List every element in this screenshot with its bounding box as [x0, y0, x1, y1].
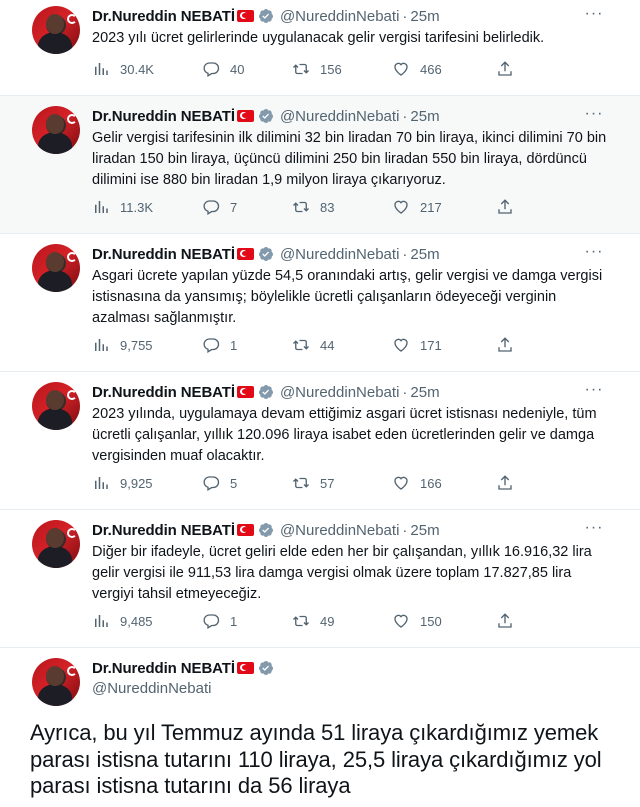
retweet-icon: [292, 198, 310, 216]
reply-count: 1: [230, 337, 238, 353]
tweet-actions: [92, 610, 532, 632]
more-icon[interactable]: ···: [584, 105, 604, 122]
focused-tweet[interactable]: [0, 648, 640, 807]
reply-count: 40: [230, 61, 245, 77]
tweet-text: Diğer bir ifadeyle, ücret geliri elde eden her bir çalışandan, yıllık 16.916,32 lira gelir vergisi ile 911,53 lira damga vergisi olmak üzere toplam 17.827,85 lira vergiyi tahsil etmeyeceğiz.: [92, 544, 592, 602]
author-name[interactable]: Dr.Nureddin NEBATİ: [92, 7, 235, 25]
author-handle[interactable]: @NureddinNebati: [279, 7, 400, 25]
share-button[interactable]: [496, 610, 524, 632]
author-handle[interactable]: @NureddinNebati: [92, 680, 212, 697]
retweet-icon: [292, 336, 310, 354]
reply-icon: [202, 198, 220, 216]
author-name[interactable]: Dr.Nureddin NEBATİ: [92, 383, 235, 401]
reply-icon: [202, 612, 220, 630]
like-count: 466: [420, 61, 442, 77]
author-handle[interactable]: @NureddinNebati: [279, 107, 400, 125]
reply-count: 1: [230, 613, 238, 629]
author-handle[interactable]: @NureddinNebati: [279, 521, 400, 539]
retweet-count: 44: [320, 337, 335, 353]
like-button[interactable]: [392, 472, 442, 494]
views-icon: [92, 60, 110, 78]
focused-tweet-text: Ayrıca, bu yıl Temmuz ayında 51 liraya çıkardığımız yemek parası istisna tutarını 110 liraya, 25,5 liraya çıkardığımız yol parası istisna tutarını da 56 liraya: [30, 720, 602, 798]
retweet-icon: [292, 612, 310, 630]
like-count: 171: [420, 337, 442, 353]
views-count: 30.4K: [120, 61, 154, 77]
views-count: 11.3K: [120, 199, 154, 215]
avatar[interactable]: [32, 658, 80, 706]
share-button[interactable]: [496, 334, 524, 356]
views-icon: [92, 198, 110, 216]
share-icon: [496, 198, 514, 216]
retweet-button[interactable]: [292, 610, 334, 632]
like-icon: [392, 612, 410, 630]
views-count: 9,485: [120, 613, 153, 629]
reply-count: 5: [230, 475, 238, 491]
author-name[interactable]: Dr.Nureddin NEBATİ: [92, 107, 235, 125]
tweet[interactable]: [0, 0, 640, 96]
avatar[interactable]: [32, 244, 80, 292]
tweet-header: [92, 382, 440, 402]
tweet-header: [92, 658, 274, 678]
reply-icon: [202, 60, 220, 78]
tweet[interactable]: [0, 510, 640, 648]
author-name[interactable]: Dr.Nureddin NEBATİ: [92, 659, 235, 677]
verified-badge-icon: [258, 384, 274, 400]
views-button[interactable]: [92, 472, 153, 494]
tweet[interactable]: [0, 372, 640, 510]
views-button[interactable]: [92, 610, 153, 632]
tweet-header: [92, 106, 440, 126]
turkey-flag-icon: [237, 110, 254, 122]
avatar[interactable]: [32, 382, 80, 430]
share-button[interactable]: [496, 58, 524, 80]
author-name[interactable]: Dr.Nureddin NEBATİ: [92, 245, 235, 263]
views-button[interactable]: [92, 334, 153, 356]
tweet-header: [92, 6, 440, 26]
turkey-flag-icon: [237, 524, 254, 536]
reply-button[interactable]: [202, 472, 237, 494]
views-count: 9,925: [120, 475, 153, 491]
reply-button[interactable]: [202, 196, 237, 218]
views-icon: [92, 474, 110, 492]
avatar[interactable]: [32, 6, 80, 54]
share-icon: [496, 612, 514, 630]
separator: ·: [402, 7, 408, 25]
author-name[interactable]: Dr.Nureddin NEBATİ: [92, 521, 235, 539]
tweet-text: Asgari ücrete yapılan yüzde 54,5 oranındaki artış, gelir vergisi ve damga vergisi istisnasına da yansımış; böylelikle ücretli çalışanların ödeyeceği verginin azalması sağlanmıştır.: [92, 268, 603, 326]
tweet-time[interactable]: 25m: [410, 383, 440, 401]
verified-badge-icon: [258, 660, 274, 676]
views-count: 9,755: [120, 337, 153, 353]
reply-count: 7: [230, 199, 238, 215]
tweet-text: Gelir vergisi tarifesinin ilk dilimini 32 bin liradan 70 bin liraya, ikinci dilimini 70 bin liradan 150 bin liraya, üçüncü dilimini 250 bin liradan 550 bin liraya, dördüncü dilimini ise 880 bin liradan 1,9 milyon liraya çıkarıyoruz.: [92, 130, 607, 188]
tweet-actions: [92, 58, 532, 80]
separator: ·: [402, 107, 408, 125]
verified-badge-icon: [258, 246, 274, 262]
reply-button[interactable]: [202, 334, 237, 356]
like-button[interactable]: [392, 610, 442, 632]
like-count: 217: [420, 199, 442, 215]
author-handle[interactable]: @NureddinNebati: [279, 383, 400, 401]
retweet-count: 57: [320, 475, 335, 491]
retweet-button[interactable]: [292, 58, 342, 80]
like-icon: [392, 198, 410, 216]
turkey-flag-icon: [237, 10, 254, 22]
views-button[interactable]: [92, 196, 153, 218]
like-icon: [392, 336, 410, 354]
like-count: 150: [420, 613, 442, 629]
tweet-time[interactable]: 25m: [410, 107, 440, 125]
more-icon[interactable]: ···: [584, 519, 604, 536]
verified-badge-icon: [258, 8, 274, 24]
like-icon: [392, 474, 410, 492]
like-icon: [392, 60, 410, 78]
share-icon: [496, 474, 514, 492]
tweet-time[interactable]: 25m: [410, 245, 440, 263]
like-button[interactable]: [392, 196, 442, 218]
retweet-count: 49: [320, 613, 335, 629]
views-button[interactable]: [92, 58, 154, 80]
retweet-count: 156: [320, 61, 342, 77]
turkey-flag-icon: [237, 386, 254, 398]
retweet-count: 83: [320, 199, 335, 215]
tweet[interactable]: [0, 234, 640, 372]
retweet-button[interactable]: [292, 472, 334, 494]
tweet-time[interactable]: 25m: [410, 7, 440, 25]
like-count: 166: [420, 475, 442, 491]
separator: ·: [402, 245, 408, 263]
views-icon: [92, 336, 110, 354]
reply-button[interactable]: [202, 610, 237, 632]
retweet-icon: [292, 60, 310, 78]
turkey-flag-icon: [237, 248, 254, 260]
retweet-button[interactable]: [292, 196, 334, 218]
tweet-text: 2023 yılı ücret gelirlerinde uygulanacak gelir vergisi tarifesini belirledik.: [92, 30, 545, 46]
share-button[interactable]: [496, 472, 524, 494]
tweet-actions: [92, 334, 532, 356]
verified-badge-icon: [258, 108, 274, 124]
more-icon[interactable]: ···: [584, 381, 604, 398]
avatar[interactable]: [32, 106, 80, 154]
share-icon: [496, 60, 514, 78]
tweet-header: [92, 244, 440, 264]
verified-badge-icon: [258, 522, 274, 538]
tweet-actions: [92, 472, 532, 494]
more-icon[interactable]: ···: [584, 5, 604, 22]
retweet-button[interactable]: [292, 334, 334, 356]
tweet[interactable]: [0, 96, 640, 234]
tweet-header: [92, 520, 440, 540]
reply-button[interactable]: [202, 58, 244, 80]
share-button[interactable]: [496, 196, 524, 218]
separator: ·: [402, 383, 408, 401]
turkey-flag-icon: [237, 662, 254, 674]
reply-icon: [202, 474, 220, 492]
more-icon[interactable]: ···: [584, 243, 604, 260]
separator: ·: [402, 521, 408, 539]
like-button[interactable]: [392, 58, 442, 80]
avatar[interactable]: [32, 520, 80, 568]
views-icon: [92, 612, 110, 630]
like-button[interactable]: [392, 334, 442, 356]
share-icon: [496, 336, 514, 354]
author-handle[interactable]: @NureddinNebati: [279, 245, 400, 263]
tweet-time[interactable]: 25m: [410, 521, 440, 539]
retweet-icon: [292, 474, 310, 492]
tweet-actions: [92, 196, 532, 218]
tweet-text: 2023 yılında, uygulamaya devam ettiğimiz asgari ücret istisnası nedeniyle, tüm ücretli çalışanlar, yıllık 120.096 liraya isabet eden ücretlerinden gelir ve damga vergisinden muaf olacaktır.: [92, 406, 597, 464]
reply-icon: [202, 336, 220, 354]
